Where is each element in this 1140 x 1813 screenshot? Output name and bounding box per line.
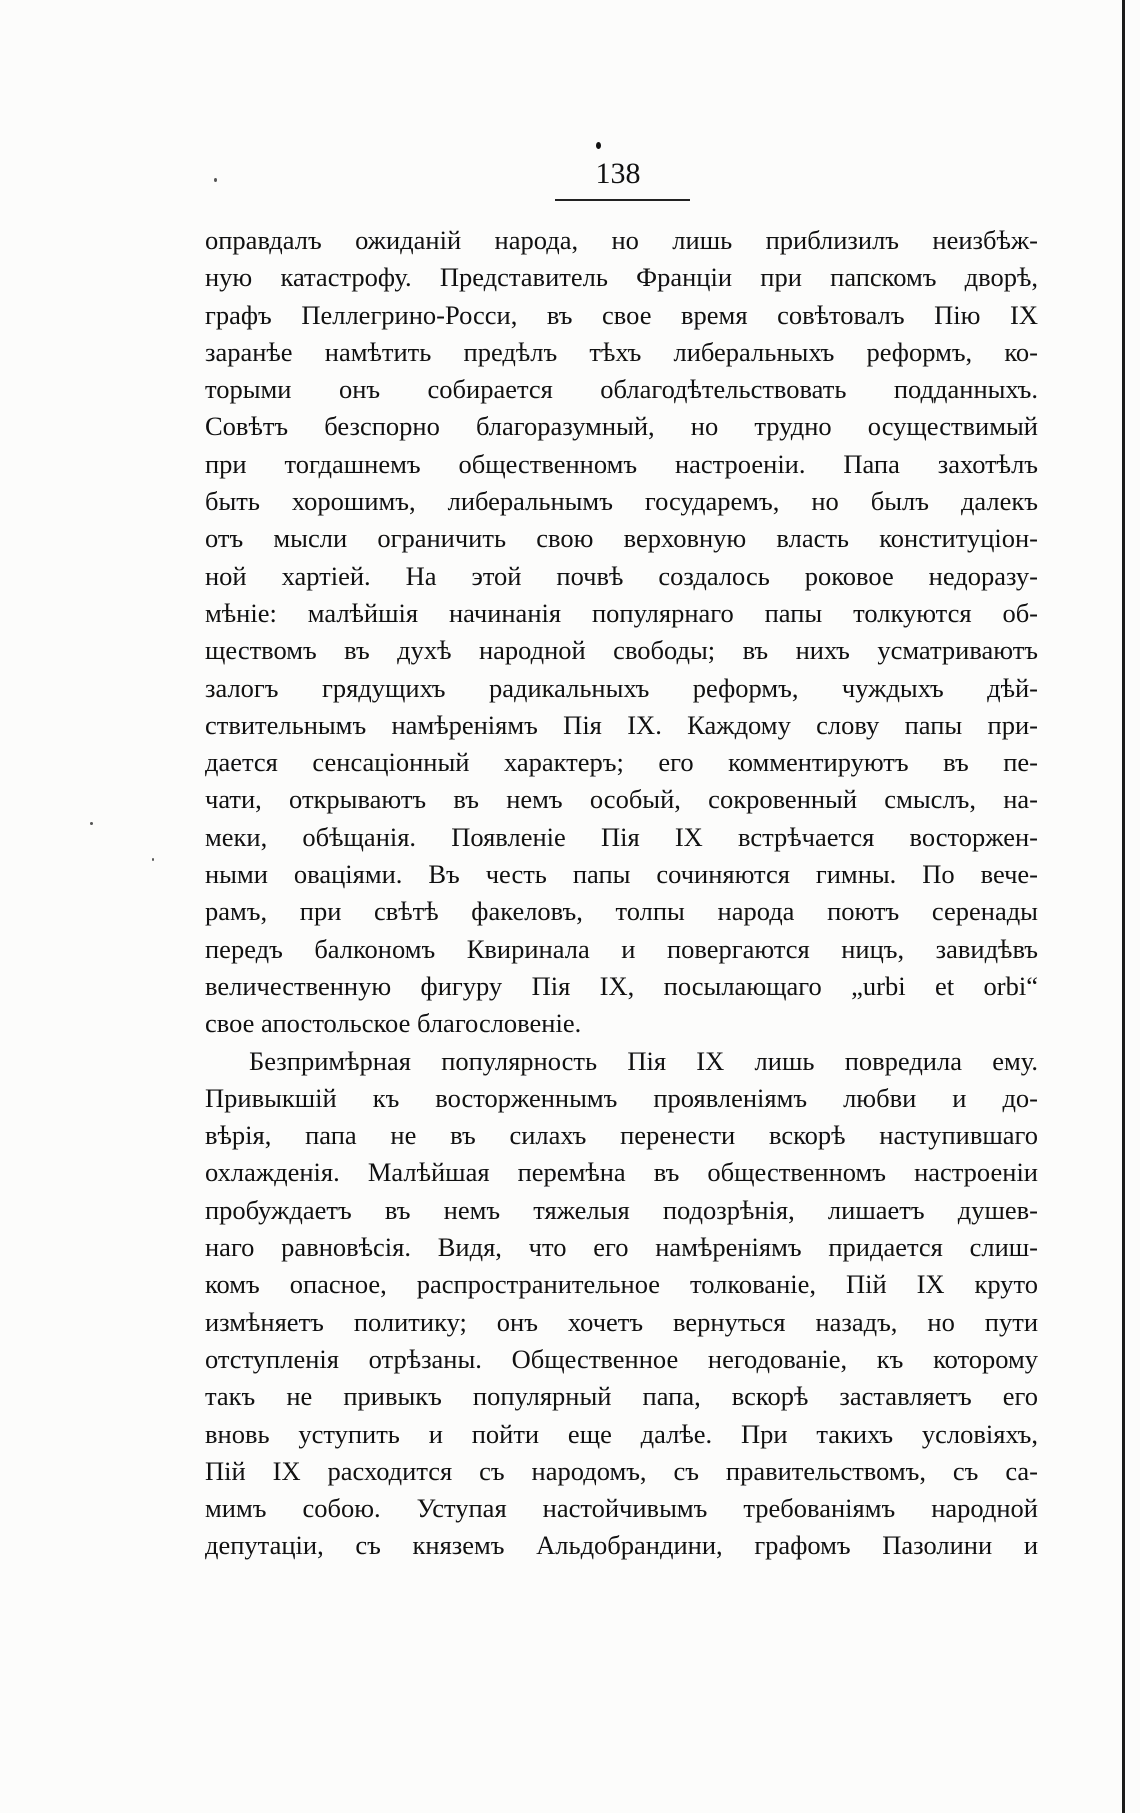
scan-speck bbox=[214, 178, 217, 182]
text-line: отъ мысли ограничить свою верховную власть конституціон- bbox=[205, 523, 1038, 554]
text-line: чати, открываютъ въ немъ особый, сокровенный смыслъ, на- bbox=[205, 784, 1038, 815]
text-line: Привыкшій къ восторженнымъ проявленіямъ любви и до- bbox=[205, 1082, 1038, 1113]
text-line: вновь уступить и пойти еще далѣе. При такихъ условіяхъ, bbox=[205, 1418, 1038, 1449]
text-line: заранѣе намѣтить предѣлъ тѣхъ либеральныхъ реформъ, ко- bbox=[205, 336, 1038, 367]
text-line: отступленія отрѣзаны. Общественное негодованіе, къ которому bbox=[205, 1343, 1038, 1374]
text-line: пробуждаетъ въ немъ тяжелыя подозрѣнія, лишаетъ душев- bbox=[205, 1194, 1038, 1225]
text-line: при тогдашнемъ общественномъ настроеніи. Папа захотѣлъ bbox=[205, 448, 1038, 479]
text-line: наго равновѣсія. Видя, что его намѣреніямъ придается слиш- bbox=[205, 1232, 1038, 1263]
text-line: такъ не привыкъ популярный папа, вскорѣ заставляетъ его bbox=[205, 1381, 1038, 1412]
text-line: ную катастрофу. Представитель Франціи при папскомъ дворѣ, bbox=[205, 262, 1038, 293]
text-line: величественную фигуру Пія IX, посылающаго „urbi et orbi“ bbox=[205, 970, 1038, 1001]
text-line: торыми онъ собирается облагодѣтельствовать подданныхъ. bbox=[205, 374, 1038, 405]
text-line: комъ опасное, распространительное толкованіе, Пій IX круто bbox=[205, 1269, 1038, 1300]
text-line: передъ балкономъ Квиринала и повергаются ницъ, завидѣвъ bbox=[205, 933, 1038, 964]
text-line: Совѣтъ безспорно благоразумный, но трудно осуществимый bbox=[205, 411, 1038, 442]
body-text bbox=[205, 222, 1038, 1565]
ink-dot bbox=[596, 142, 601, 149]
text-line: Пій IX расходится съ народомъ, съ правительствомъ, съ са- bbox=[205, 1455, 1038, 1486]
page-number: 138 bbox=[595, 157, 641, 190]
text-line: депутаціи, съ княземъ Альдобрандини, графомъ Пазолини и bbox=[205, 1530, 1038, 1561]
text-line: рамъ, при свѣтѣ факеловъ, толпы народа поютъ серенады bbox=[205, 896, 1038, 927]
text-line: ными оваціями. Въ честь папы сочиняются гимны. По вече- bbox=[205, 859, 1038, 890]
text-line: охлажденія. Малѣйшая перемѣна въ общественномъ настроеніи bbox=[205, 1157, 1038, 1188]
scan-speck bbox=[152, 858, 154, 861]
text-line: мимъ собою. Уступая настойчивымъ требованіямъ народной bbox=[205, 1493, 1038, 1524]
scan-speck bbox=[90, 822, 93, 825]
text-line: ной хартіей. На этой почвѣ создалось роковое недоразу- bbox=[205, 560, 1038, 591]
text-line: мѣніе: малѣйшія начинанія популярнаго папы толкуются об- bbox=[205, 597, 1038, 628]
page-number-underline bbox=[555, 199, 690, 201]
text-line: оправдалъ ожиданій народа, но лишь приблизилъ неизбѣж- bbox=[205, 225, 1038, 255]
text-line: графъ Пеллегрино-Росси, въ свое время совѣтовалъ Пію IX bbox=[205, 299, 1038, 330]
text-line: ствительнымъ намѣреніямъ Пія IX. Каждому слову папы при- bbox=[205, 709, 1038, 740]
text-line: залогъ грядущихъ радикальныхъ реформъ, чуждыхъ дѣй- bbox=[205, 672, 1038, 703]
text-line: меки, обѣщанія. Появленіе Пія IX встрѣчается восторжен- bbox=[205, 821, 1038, 852]
text-line: свое апостольское благословеніе. bbox=[205, 1008, 582, 1039]
text-line: измѣняетъ политику; онъ хочетъ вернуться назадъ, но пути bbox=[205, 1306, 1038, 1337]
page-edge-rule bbox=[1122, 0, 1125, 1813]
text-line: ществомъ въ духѣ народной свободы; въ нихъ усматриваютъ bbox=[205, 635, 1038, 666]
text-line: вѣрія, папа не въ силахъ перенести вскорѣ наступившаго bbox=[205, 1120, 1038, 1151]
text-line: быть хорошимъ, либеральнымъ государемъ, но былъ далекъ bbox=[205, 486, 1038, 517]
text-line: Безпримѣрная популярность Пія IX лишь повредила ему. bbox=[249, 1045, 1038, 1076]
text-line: дается сенсаціонный характеръ; его комментируютъ въ пе- bbox=[205, 747, 1038, 778]
